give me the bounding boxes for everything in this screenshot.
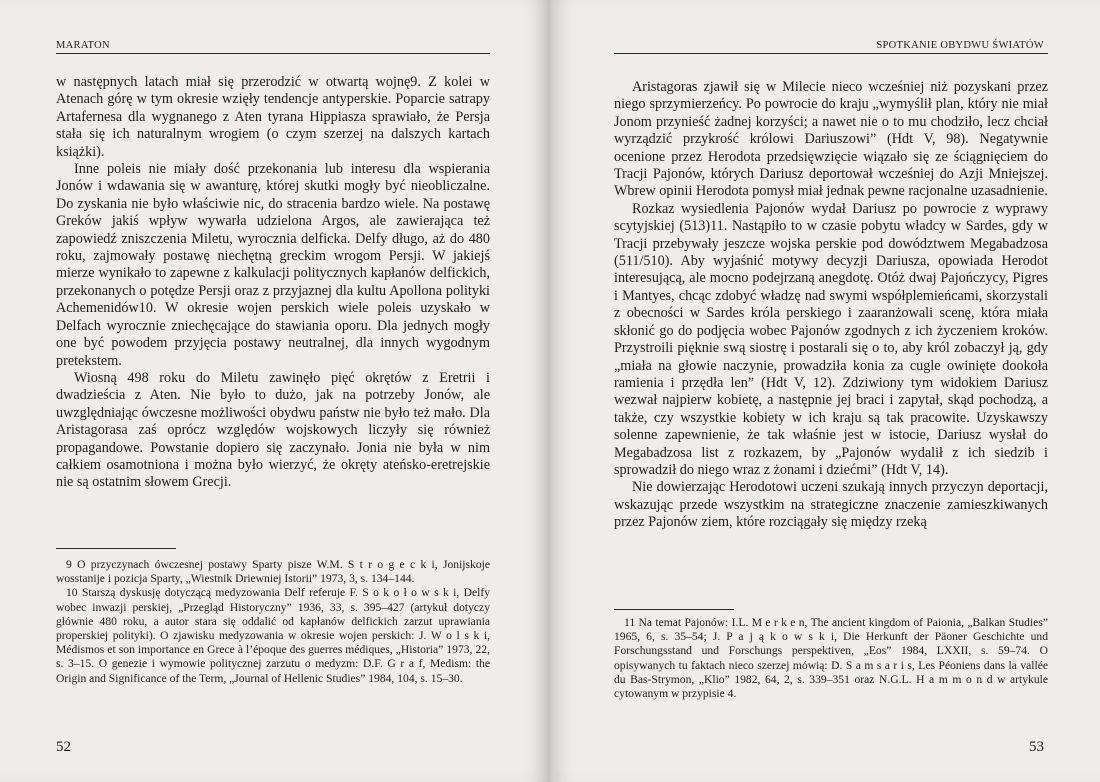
running-head-right: SPOTKANIE OBYDWU ŚWIATÓW <box>876 40 1044 51</box>
footnote-11: 11 Na temat Pajonów: I.L. M e r k e n, The ancient kingdom of Paionia, „Balkan Studies” 1965, 6, s. 35–54; J. P a j ą k o w s k i, Die Herkunft der Päoner Geschichte und Forschungsstand und Forschungs perspektiven, „Eos” 1984, LXXII, s. 59–74. O opisywanych tu faktach nieco szerzej mówią: D. S a m s a r i s, Les Péoniens dans la vallée du Bas-Strymon, „Klio” 1982, 64, 2, s. 339–351 oraz N.G.L. H a m m o n d w artykule cytowanym w przypisie 4. <box>614 616 1048 701</box>
footnote-rule-left <box>56 548 176 549</box>
header-rule-right <box>614 53 1048 54</box>
page-number-right: 53 <box>1029 739 1044 755</box>
right-body-text <box>614 79 1048 532</box>
page-number-left: 52 <box>56 739 71 755</box>
left-footnotes <box>56 558 490 686</box>
left-paragraph-1: w następnych latach miał się przerodzić w otwartą wojnę9. Z kolei w Atenach górę w tym okresie wzięły tendencje antyperskie. Poparcie satrapy Artafernesa dla wygnanego z Aten tyrana Hippiasza sprawiało, że Persja stała się ich naturalnym wrogiem (o czym szerzej na dalszych kartach książki). <box>56 74 490 160</box>
right-paragraph-1: Aristagoras zjawił się w Milecie nieco wcześniej niż pozyskani przez niego sprzymierzeńcy. Po powrocie do kraju „wymyślił plan, który nie miał Jonom przynieść żadnej korzyści; a nawet nie o to mu chodziło, lecz chciał wyrządzić przykrość królowi Dariuszowi” (Hdt V, 98). Negatywnie ocenione przez Herodota przedsięwzięcie wiązało się ze ściągnięciem do Tracji Pajonów, których Dariusz deportował wcześniej do Azji Mniejszej. Wbrew opinii Herodota pomysł miał jednak pewne racjonalne uzasadnienie. <box>614 79 1048 200</box>
footnote-rule-right <box>614 609 734 610</box>
running-head-left: MARATON <box>56 40 110 51</box>
right-footnotes <box>614 616 1048 701</box>
left-paragraph-3: Wiosną 498 roku do Miletu zawinęło pięć okrętów z Eretrii i dwadzieścia z Aten. Nie było to dużo, jak na potrzeby Jonów, ale uwzględniając ówczesne możliwości obydwu państw nie było też mało. Dla Aristagorasa zaś oprócz względów wojskowych liczyły się również propagandowe. Powstanie dopiero się zaczynało. Jonia nie była w nim całkiem osamotniona i można było wierzyć, że okręty ateńsko-eretrejskie nie są ostatnim słowem Grecji. <box>56 369 490 491</box>
right-paragraph-2: Rozkaz wysiedlenia Pajonów wydał Dariusz po powrocie z wyprawy scytyjskiej (513)11. Nastąpiło to w czasie pobytu władcy w Sardes, gdy w Tracji przebywały jeszcze wojska perskie pod dowództwem Megabadzosa (511/510). Aby wyjaśnić motywy decyzji Dariusza, opowiada Herodot interesującą, ale mocno podejrzaną anegdotę. Otóż dwaj Pajończycy, Pigres i Mantyes, chcąc zdobyć władzę nad swymi współplemieńcami, skorzystali z obecności w Sardes króla perskiego i zaaranżowali scenę, która miała skłonić go do podjęcia wobec Pajonów zgodnych z ich życzeniem kroków. Przystroili pięknie swą siostrę i postarali się o to, aby król zobaczył ją, gdy „miała na głowie naczynie, prowadziła konia za cugle owinięte dookoła ramienia i przędła len” (Hdt V, 12). Zdziwiony tym widokiem Dariusz wezwał najpierw kobietę, a następnie jej braci i zapytał, skąd pochodzą, a także, czy wszystkie kobiety w ich kraju są tak pracowite. Uzyskawszy solenne zapewnienie, że tak właśnie jest w istocie, Dariusz wysłał do Megabadzosa list z rozkazem, by „Pajonów wydalił z ich siedzib i sprowadził do niego wraz z żonami i dziećmi” (Hdt V, 14). <box>614 200 1048 478</box>
right-page <box>550 0 1100 782</box>
header-rule-left <box>56 53 490 54</box>
left-body-text <box>56 74 490 492</box>
footnote-10: 10 Starszą dyskusję dotyczącą medyzowania Delf referuje F. S o k o ł o w s k i, Delfy wobec inwazji perskiej, „Przegląd Historyczny” 1936, 33, s. 395–427 (artykuł dotyczy głównie 480 roku, a autor stara się oddalić od kapłanów delfickich zarzut uprawiania properskiej polityki). O zjawisku medyzowania w okresie wojen perskich: J. W o l s k i, Médismos et son importance en Grece à l’époque des guerres médiques, „Historia” 1973, 22, s. 3–15. O genezie i wymowie politycznej zarzutu o medyzm: D.F. G r a f, Medism: the Origin and Significance of the Term, „Journal of Hellenic Studies” 1984, 104, s. 15–30. <box>56 586 490 685</box>
right-paragraph-3: Nie dowierzając Herodotowi uczeni szukają innych przyczyn deportacji, wskazując przede wszystkim na strategiczne znaczenie zamieszkiwanych przez Pajonów ziem, które rozciągały się między rzeką <box>614 479 1048 531</box>
left-paragraph-2: Inne poleis nie miały dość przekonania lub interesu dla wspierania Jonów i wdawania się w awanturę, której skutki mogły być nieobliczalne. Do zyskania nie było właściwie nic, do stracenia bardzo wiele. Na postawę Greków jakiś wpływ wywarła udzielona Argos, ale zawierająca też zapowiedź zniszczenia Miletu, wyrocznia delficka. Delfy długo, aż do 480 roku, zajmowały postawę niechętną greckim wrogom Persji. W jakiejś mierze wynikało to zapewne z kalkulacji politycznych kapłanów delfickich, przekonanych o potędze Persji oraz z przyjaznej dla kultu Apollona polityki Achemenidów10. W okresie wojen perskich wiele poleis uzyskało w Delfach wyrocznie zniechęcające do stawiania oporu. Dla jednych mogły one być powodem przyjęcia postawy neutralnej, dla innych wygodnym pretekstem. <box>56 161 490 369</box>
footnote-9: 9 O przyczynach ówczesnej postawy Sparty pisze W.M. S t r o g e c k i, Jonijskoje wosstanije i pozicja Sparty, „Wiestnik Driewniej Istorii” 1973, 3, s. 134–144. <box>56 558 490 586</box>
